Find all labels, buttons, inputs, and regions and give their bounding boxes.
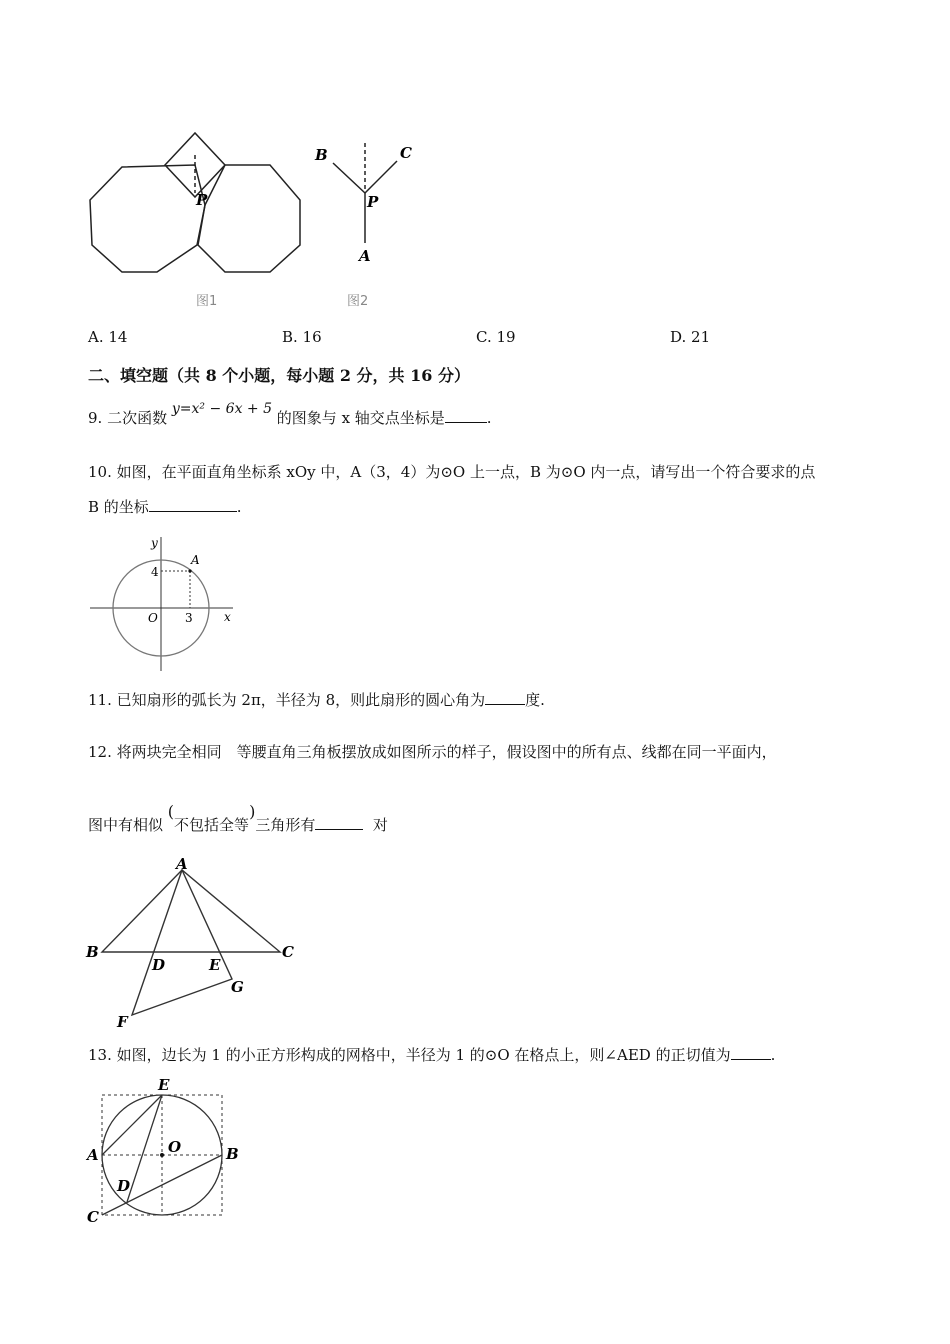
svg-text:C: C — [282, 943, 294, 961]
figure-q12-triangles — [82, 855, 302, 1035]
figure-q13-grid-circle — [82, 1075, 247, 1225]
svg-text:B: B — [86, 943, 99, 961]
option-b: B. 16 — [282, 328, 322, 346]
right-octagon — [198, 165, 300, 272]
svg-text:A: A — [191, 553, 200, 567]
svg-text:F: F — [117, 1013, 128, 1031]
fig2-caption: 图2 — [347, 294, 369, 309]
svg-text:O: O — [148, 611, 158, 625]
svg-text:D: D — [117, 1177, 131, 1195]
question-13: 13. 如图，边长为 1 的小正方形构成的网格中，半径为 1 的⊙O 在格点上，则∠AED 的正切值为 . — [88, 1046, 776, 1064]
left-octagon — [90, 165, 205, 272]
svg-text:O: O — [168, 1138, 182, 1156]
svg-text:G: G — [231, 978, 244, 996]
question-9: 9. 二次函数 y=x² − 6x + 5 的图象与 x 轴交点坐标是 . — [88, 401, 492, 427]
svg-text:D: D — [152, 956, 166, 974]
question-10-line2: B 的坐标 . — [88, 498, 242, 516]
svg-text:3: 3 — [185, 611, 193, 625]
q9-formula: y=x² − 6x + 5 — [171, 401, 273, 417]
svg-text:A: A — [359, 247, 371, 265]
svg-text:P: P — [367, 193, 379, 211]
svg-text:E: E — [158, 1076, 170, 1094]
section-2-title: 二、填空题（共 8 个小题，每小题 2 分，共 16 分） — [88, 366, 470, 385]
svg-text:x: x — [224, 610, 231, 624]
figure-2 — [305, 135, 425, 270]
svg-text:A: A — [176, 855, 188, 873]
question-12-line2: 图中有相似 (不包括全等)三角形有 对 — [88, 802, 388, 834]
question-10-line1: 10. 如图，在平面直角坐标系 xOy 中，A（3，4）为⊙O 上一点，B 为⊙O 内一点，请写出一个符合要求的点 — [88, 463, 816, 481]
svg-text:C: C — [400, 144, 412, 162]
option-a: A. 14 — [88, 328, 128, 346]
svg-text:C: C — [87, 1208, 99, 1225]
svg-text:A: A — [87, 1146, 99, 1164]
option-c: C. 19 — [476, 328, 516, 346]
fig1-caption: 图1 — [196, 294, 218, 309]
figure-1 — [80, 125, 310, 285]
svg-text:y: y — [151, 536, 158, 550]
svg-text:B: B — [315, 146, 328, 164]
figure-q10-circle — [88, 535, 238, 675]
svg-text:4: 4 — [151, 565, 159, 579]
question-11: 11. 已知扇形的弧长为 2π，半径为 8，则此扇形的圆心角为 度. — [88, 691, 545, 709]
option-d: D. 21 — [670, 328, 711, 346]
svg-text:B: B — [226, 1145, 239, 1163]
svg-text:E: E — [209, 956, 221, 974]
fig1-label-p: P — [196, 191, 208, 209]
question-12-line1: 12. 将两块完全相同 等腰直角三角板摆放成如图所示的样子，假设图中的所有点、线都在同一平面内， — [88, 743, 777, 761]
